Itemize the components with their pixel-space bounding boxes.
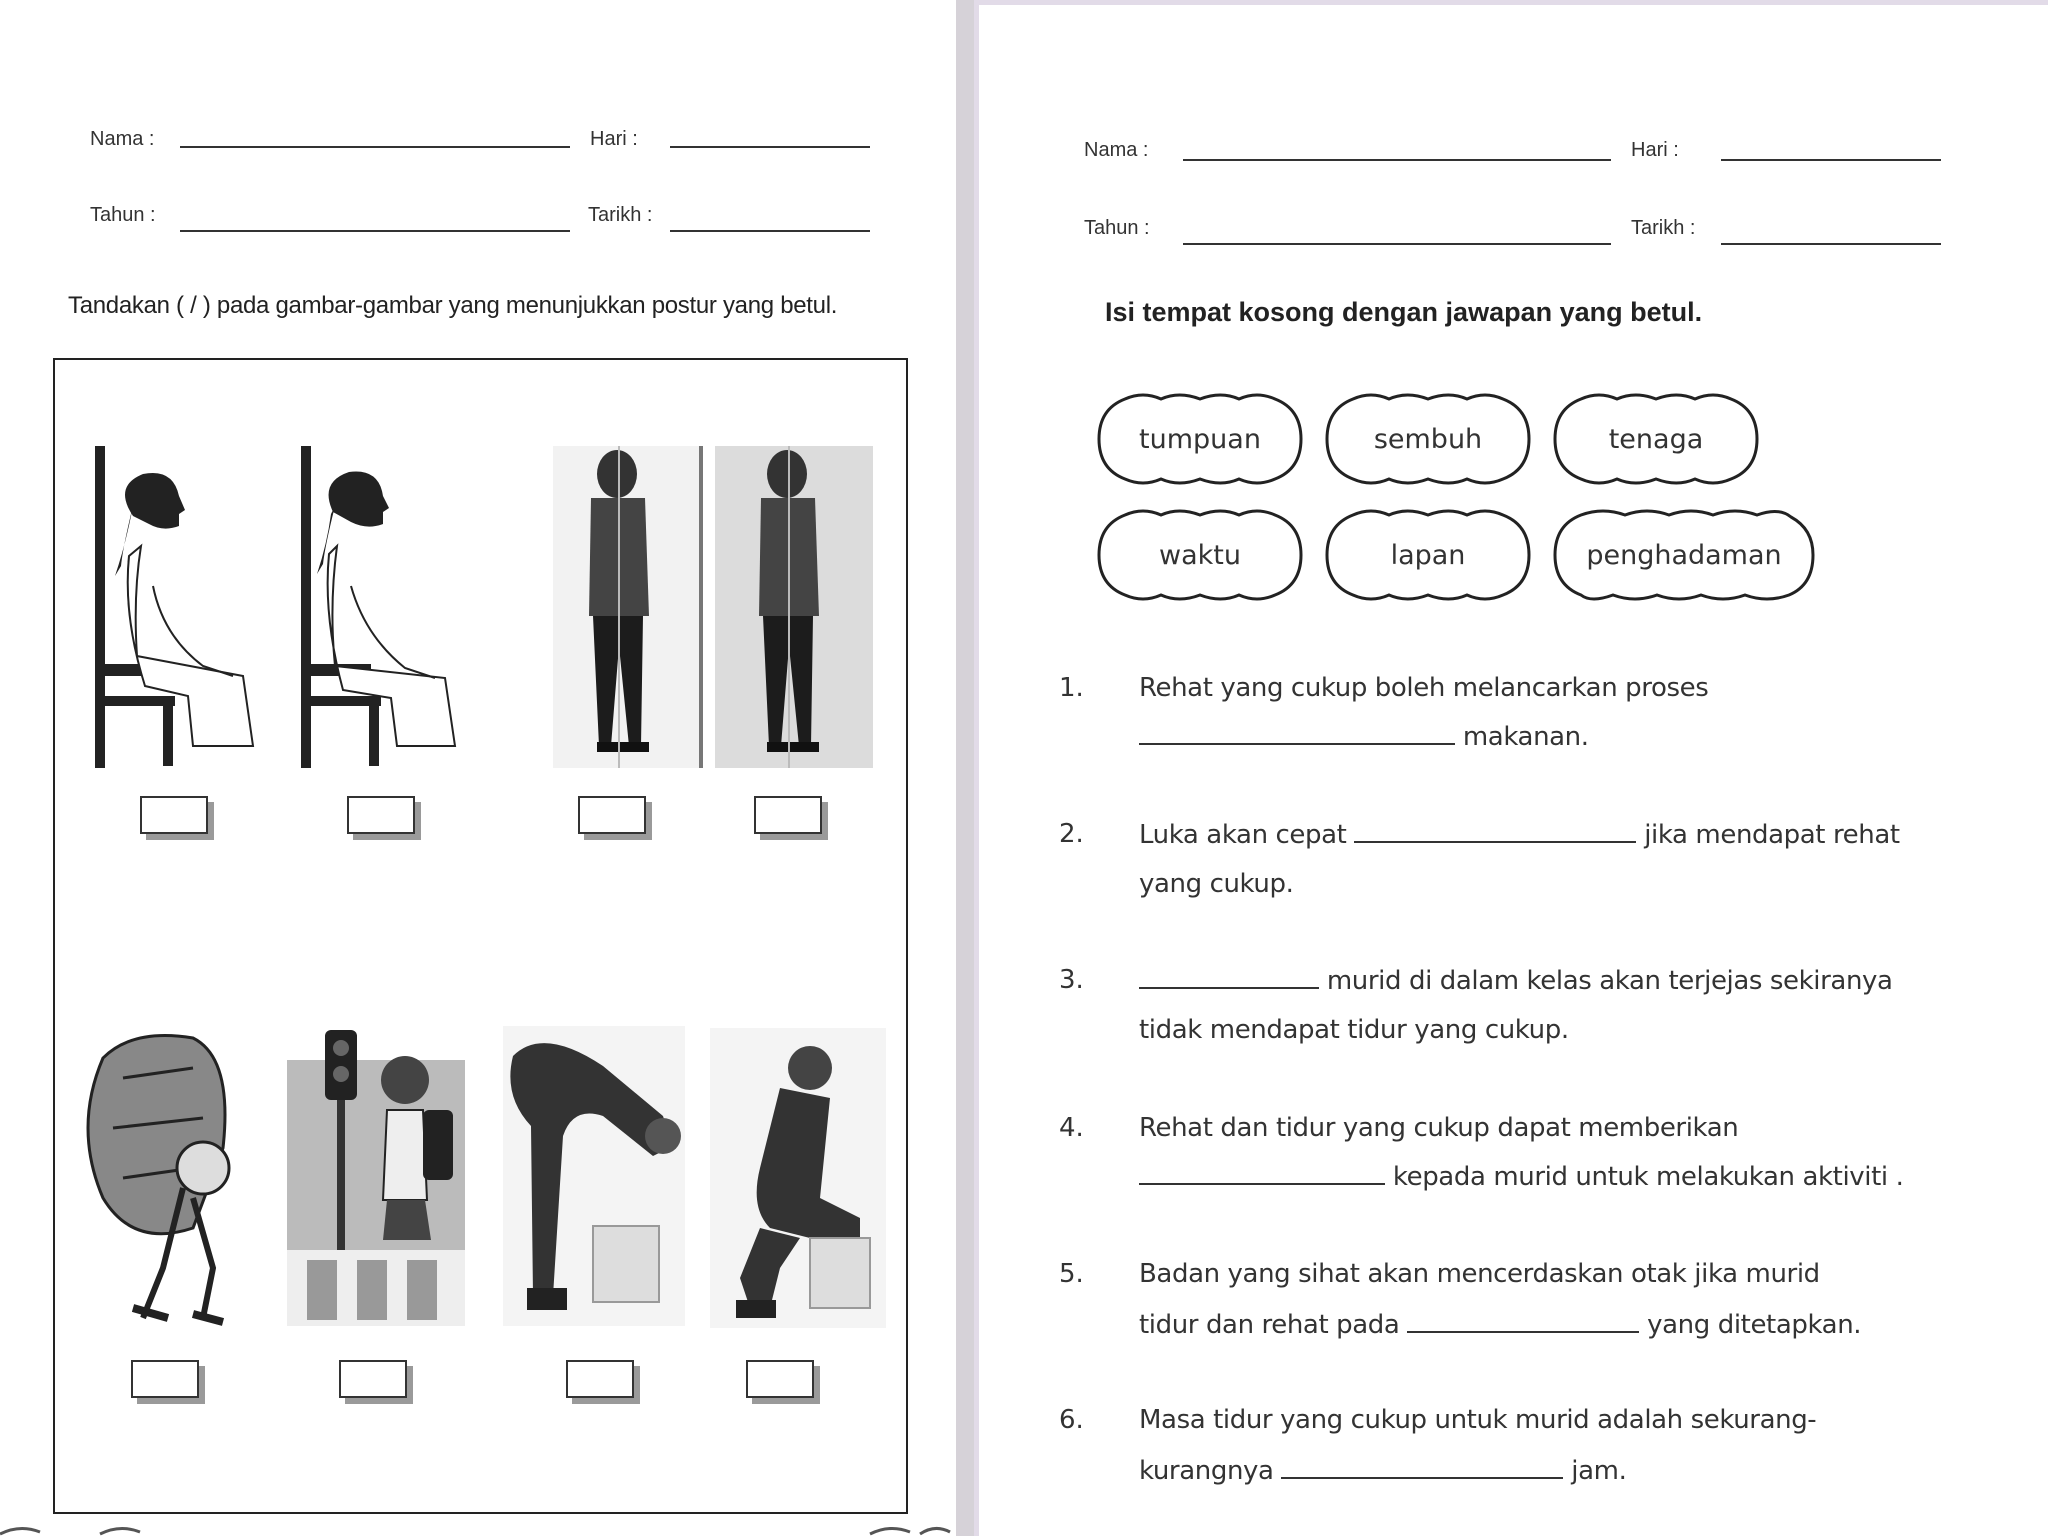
question-4-text-after: kepada murid untuk melakukan aktiviti .: [1392, 1162, 1904, 1192]
question-5-text-after: yang ditetapkan.: [1647, 1310, 1862, 1340]
man-squatting-correct-photo: [710, 1028, 886, 1328]
right-worksheet: [974, 0, 2048, 1536]
year-label: Tahun :: [90, 204, 156, 226]
date-label: Tarikh :: [588, 204, 653, 226]
word-bank-item: [1095, 389, 1305, 489]
name-field[interactable]: [180, 146, 570, 148]
answer-blank-3[interactable]: [1139, 965, 1319, 989]
left-worksheet: [0, 0, 956, 1536]
standing-man-photo-1: [553, 446, 703, 768]
question-2-text-before: Luka akan cepat: [1139, 820, 1347, 850]
question-2-line-1: [1139, 819, 1900, 850]
answer-blank-6[interactable]: [1281, 1455, 1563, 1479]
tick-box-5[interactable]: [131, 1360, 199, 1398]
name-label: Nama :: [90, 128, 155, 150]
word-bank-label: lapan: [1390, 539, 1466, 571]
decorative-border: [0, 1520, 956, 1536]
tick-box-2[interactable]: [347, 796, 415, 834]
year-label-right: Tahun :: [1084, 217, 1150, 239]
question-number: 4.: [1059, 1113, 1084, 1143]
word-bank-label: tenaga: [1608, 423, 1704, 455]
question-4-line-2: [1139, 1161, 1903, 1192]
instruction-text: Tandakan ( / ) pada gambar-gambar yang menunjukkan postur yang betul.: [68, 292, 838, 319]
day-label: Hari :: [590, 128, 638, 150]
question-4-line-1: Rehat dan tidur yang cukup dapat memberikan: [1139, 1113, 1739, 1143]
tick-box-4[interactable]: [754, 796, 822, 834]
name-field-right[interactable]: [1183, 159, 1611, 161]
boy-heavy-backpack-illustration: [73, 1028, 273, 1328]
year-field-right[interactable]: [1183, 243, 1611, 245]
word-bank-item: [1095, 505, 1305, 605]
word-bank-label: tumpuan: [1139, 423, 1261, 455]
question-1-line-2: [1139, 721, 1589, 752]
answer-blank-4[interactable]: [1139, 1161, 1385, 1185]
tick-box-7[interactable]: [566, 1360, 634, 1398]
tick-box-6[interactable]: [339, 1360, 407, 1398]
tick-box-3[interactable]: [578, 796, 646, 834]
word-bank-label: waktu: [1159, 539, 1241, 571]
picture-frame: [53, 358, 908, 1514]
date-label-right: Tarikh :: [1631, 217, 1696, 239]
answer-blank-1[interactable]: [1139, 721, 1455, 745]
question-1-line-1: Rehat yang cukup boleh melancarkan proses: [1139, 673, 1709, 703]
answer-blank-5[interactable]: [1407, 1309, 1639, 1333]
question-number: 1.: [1059, 673, 1084, 703]
day-field[interactable]: [670, 146, 870, 148]
question-6-text-before: kurangnya: [1139, 1456, 1274, 1486]
answer-blank-2[interactable]: [1354, 819, 1636, 843]
question-3-line-2: tidak mendapat tidur yang cukup.: [1139, 1015, 1569, 1045]
word-bank-item: [1551, 389, 1761, 489]
tick-box-8[interactable]: [746, 1360, 814, 1398]
question-number: 2.: [1059, 819, 1084, 849]
question-1-text-after: makanan.: [1462, 722, 1589, 752]
question-5-line-2: [1139, 1309, 1861, 1340]
question-6-line-2: [1139, 1455, 1626, 1486]
question-3-line-1: [1139, 965, 1893, 996]
tick-box-1[interactable]: [140, 796, 208, 834]
word-bank-item: [1323, 505, 1533, 605]
name-label-right: Nama :: [1084, 139, 1149, 161]
question-6-text-after: jam.: [1571, 1456, 1627, 1486]
year-field[interactable]: [180, 230, 570, 232]
man-bending-wrong-photo: [503, 1026, 685, 1326]
word-bank-item: [1551, 505, 1817, 605]
question-number: 6.: [1059, 1405, 1084, 1435]
question-number: 3.: [1059, 965, 1084, 995]
question-5-line-1: Badan yang sihat akan mencerdaskan otak jika murid: [1139, 1259, 1820, 1289]
instruction-fill-in: Isi tempat kosong dengan jawapan yang betul.: [1105, 297, 1703, 327]
question-3-text-after: murid di dalam kelas akan terjejas sekiranya: [1326, 966, 1893, 996]
standing-man-photo-2: [715, 446, 873, 768]
date-field-right[interactable]: [1721, 243, 1941, 245]
day-field-right[interactable]: [1721, 159, 1941, 161]
word-bank-item: [1323, 389, 1533, 489]
day-label-right: Hari :: [1631, 139, 1679, 161]
question-2-line-2: yang cukup.: [1139, 869, 1294, 899]
sitting-girl-upright-illustration: [299, 446, 469, 768]
question-6-line-1: Masa tidur yang cukup untuk murid adalah sekurang-: [1139, 1405, 1817, 1435]
word-bank-label: penghadaman: [1586, 539, 1782, 571]
question-5-text-before: tidur dan rehat pada: [1139, 1310, 1400, 1340]
student-crossing-illustration: [287, 1030, 465, 1326]
date-field[interactable]: [670, 230, 870, 232]
sitting-girl-slouch-illustration: [93, 446, 263, 768]
question-number: 5.: [1059, 1259, 1084, 1289]
word-bank-label: sembuh: [1373, 423, 1483, 455]
question-2-text-after: jika mendapat rehat: [1644, 820, 1900, 850]
